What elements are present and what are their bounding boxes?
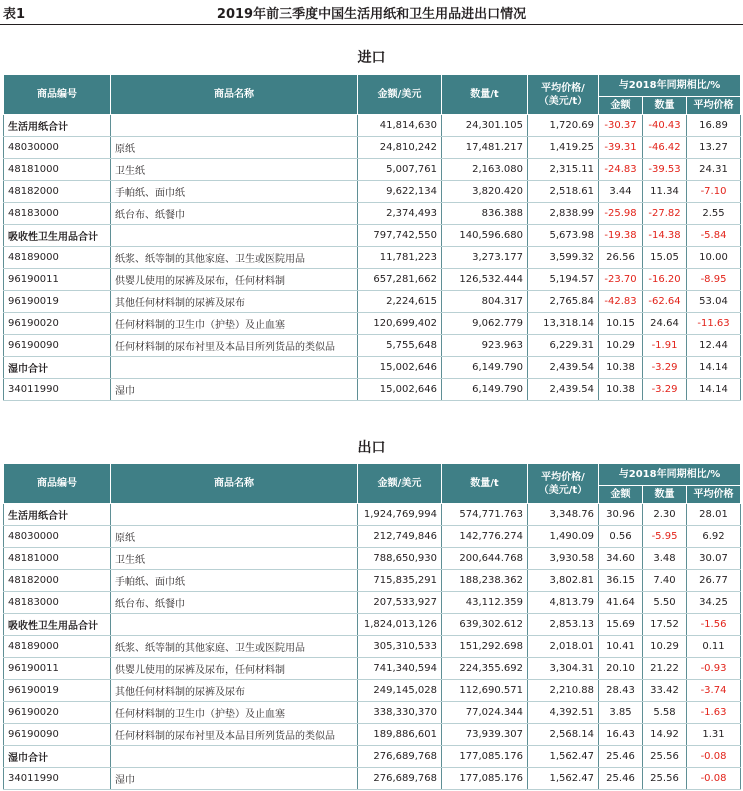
cell-avg-price: 2,439.54 — [528, 379, 599, 401]
cell-avg-price: 3,599.32 — [528, 247, 599, 269]
cell-yoy-price: 34.25 — [687, 592, 741, 614]
cell-amount: 15,002,646 — [358, 379, 442, 401]
cell-name: 纸浆、纸等制的其他家庭、卫生或医院用品 — [111, 636, 358, 658]
cell-amount: 5,755,648 — [358, 335, 442, 357]
cell-code: 湿巾合计 — [4, 357, 111, 379]
cell-amount: 797,742,550 — [358, 225, 442, 247]
cell-avg-price: 2,838.99 — [528, 203, 599, 225]
cell-avg-price: 1,720.69 — [528, 115, 599, 137]
table-row — [4, 379, 741, 401]
col-header-yoy-price: 平均价格 — [687, 97, 741, 115]
table-row — [4, 335, 741, 357]
cell-code: 96190019 — [4, 291, 111, 313]
cell-yoy-amount: 20.10 — [599, 658, 643, 680]
cell-amount: 2,224,615 — [358, 291, 442, 313]
cell-name: 湿巾 — [111, 379, 358, 401]
cell-code: 吸收性卫生用品合计 — [4, 225, 111, 247]
cell-quantity: 2,163.080 — [442, 159, 528, 181]
cell-name — [111, 225, 358, 247]
cell-yoy-quantity: -1.91 — [643, 335, 687, 357]
cell-quantity: 224,355.692 — [442, 658, 528, 680]
cell-code: 48183000 — [4, 592, 111, 614]
cell-name — [111, 746, 358, 768]
cell-amount: 1,824,013,126 — [358, 614, 442, 636]
subtotal-row — [4, 225, 741, 247]
cell-yoy-amount: 10.41 — [599, 636, 643, 658]
cell-yoy-amount: -23.70 — [599, 269, 643, 291]
cell-yoy-price: 16.89 — [687, 115, 741, 137]
cell-yoy-quantity: 5.58 — [643, 702, 687, 724]
cell-yoy-price: 53.04 — [687, 291, 741, 313]
cell-amount: 207,533,927 — [358, 592, 442, 614]
cell-amount: 249,145,028 — [358, 680, 442, 702]
cell-name: 纸台布、纸餐巾 — [111, 592, 358, 614]
cell-yoy-amount: -19.38 — [599, 225, 643, 247]
cell-avg-price: 1,562.47 — [528, 768, 599, 790]
cell-yoy-quantity: 3.48 — [643, 548, 687, 570]
cell-yoy-quantity: -40.43 — [643, 115, 687, 137]
cell-yoy-amount: 30.96 — [599, 504, 643, 526]
avg-price-line2: （美元/t） — [538, 95, 588, 107]
cell-yoy-quantity: -14.38 — [643, 225, 687, 247]
cell-yoy-amount: 10.15 — [599, 313, 643, 335]
cell-name: 卫生纸 — [111, 548, 358, 570]
table-row — [4, 291, 741, 313]
col-header-avg-price — [528, 464, 599, 504]
cell-name: 手帕纸、面巾纸 — [111, 570, 358, 592]
cell-avg-price: 3,930.58 — [528, 548, 599, 570]
cell-yoy-quantity: -46.42 — [643, 137, 687, 159]
cell-avg-price: 3,802.81 — [528, 570, 599, 592]
col-header-yoy-price: 平均价格 — [687, 486, 741, 504]
subtotal-row — [4, 746, 741, 768]
cell-amount: 15,002,646 — [358, 357, 442, 379]
cell-code: 48189000 — [4, 247, 111, 269]
cell-yoy-quantity: 25.56 — [643, 768, 687, 790]
cell-name: 任何材料制的尿布衬里及本品目所列货品的类似品 — [111, 724, 358, 746]
cell-code: 48181000 — [4, 159, 111, 181]
table-row — [4, 702, 741, 724]
cell-yoy-price: 14.14 — [687, 379, 741, 401]
table-row — [4, 768, 741, 790]
cell-quantity: 639,302.612 — [442, 614, 528, 636]
cell-yoy-quantity: 21.22 — [643, 658, 687, 680]
subtotal-row — [4, 504, 741, 526]
cell-quantity: 73,939.307 — [442, 724, 528, 746]
cell-yoy-price: -7.10 — [687, 181, 741, 203]
cell-avg-price: 2,439.54 — [528, 357, 599, 379]
cell-yoy-amount: 26.56 — [599, 247, 643, 269]
cell-yoy-price: 30.07 — [687, 548, 741, 570]
cell-quantity: 77,024.344 — [442, 702, 528, 724]
cell-yoy-price: 2.55 — [687, 203, 741, 225]
cell-yoy-amount: -30.37 — [599, 115, 643, 137]
document-header — [0, 0, 743, 26]
cell-name — [111, 357, 358, 379]
cell-quantity: 140,596.680 — [442, 225, 528, 247]
cell-avg-price: 2,568.14 — [528, 724, 599, 746]
cell-yoy-price: 13.27 — [687, 137, 741, 159]
cell-code: 48030000 — [4, 526, 111, 548]
cell-quantity: 177,085.176 — [442, 768, 528, 790]
cell-yoy-quantity: 2.30 — [643, 504, 687, 526]
cell-yoy-price: -0.08 — [687, 768, 741, 790]
cell-avg-price: 5,673.98 — [528, 225, 599, 247]
cell-yoy-amount: 10.38 — [599, 357, 643, 379]
cell-code: 96190020 — [4, 313, 111, 335]
cell-amount: 788,650,930 — [358, 548, 442, 570]
cell-yoy-quantity: 14.92 — [643, 724, 687, 746]
col-header-yoy-quantity: 数量 — [643, 97, 687, 115]
cell-yoy-quantity: 11.34 — [643, 181, 687, 203]
table-row — [4, 658, 741, 680]
cell-amount: 189,886,601 — [358, 724, 442, 746]
col-header-quantity: 数量/t — [442, 75, 528, 115]
table-row — [4, 137, 741, 159]
cell-yoy-price: -8.95 — [687, 269, 741, 291]
col-header-yoy-amount: 金额 — [599, 97, 643, 115]
cell-yoy-amount: -24.83 — [599, 159, 643, 181]
cell-avg-price: 1,562.47 — [528, 746, 599, 768]
cell-yoy-price: -1.63 — [687, 702, 741, 724]
cell-quantity: 6,149.790 — [442, 379, 528, 401]
cell-yoy-quantity: 10.29 — [643, 636, 687, 658]
cell-yoy-amount: 25.46 — [599, 746, 643, 768]
cell-quantity: 142,776.274 — [442, 526, 528, 548]
cell-code: 48182000 — [4, 181, 111, 203]
cell-yoy-price: 28.01 — [687, 504, 741, 526]
cell-code: 96190011 — [4, 269, 111, 291]
cell-avg-price: 2,518.61 — [528, 181, 599, 203]
cell-yoy-amount: 3.44 — [599, 181, 643, 203]
cell-yoy-price: -5.84 — [687, 225, 741, 247]
cell-yoy-quantity: -16.20 — [643, 269, 687, 291]
cell-amount: 657,281,662 — [358, 269, 442, 291]
subtotal-row — [4, 614, 741, 636]
col-header-code: 商品编号 — [4, 75, 111, 115]
table-row — [4, 269, 741, 291]
cell-avg-price: 2,765.84 — [528, 291, 599, 313]
cell-code: 96190020 — [4, 702, 111, 724]
cell-code: 96190090 — [4, 724, 111, 746]
cell-quantity: 200,644.768 — [442, 548, 528, 570]
cell-name: 任何材料制的卫生巾（护垫）及止血塞 — [111, 702, 358, 724]
export-table — [3, 463, 741, 790]
cell-code: 34011990 — [4, 768, 111, 790]
cell-avg-price: 2,315.11 — [528, 159, 599, 181]
cell-quantity: 836.388 — [442, 203, 528, 225]
cell-amount: 715,835,291 — [358, 570, 442, 592]
cell-quantity: 112,690.571 — [442, 680, 528, 702]
col-header-code: 商品编号 — [4, 464, 111, 504]
col-header-yoy-group: 与2018年同期相比/% — [599, 464, 741, 486]
cell-yoy-quantity: 33.42 — [643, 680, 687, 702]
cell-quantity: 24,301.105 — [442, 115, 528, 137]
cell-amount: 741,340,594 — [358, 658, 442, 680]
table-row — [4, 570, 741, 592]
col-header-avg-price — [528, 75, 599, 115]
avg-price-line1: 平均价格/ — [541, 82, 585, 94]
export-section-title: 出口 — [357, 440, 386, 456]
cell-avg-price: 2,853.13 — [528, 614, 599, 636]
cell-name: 任何材料制的卫生巾（护垫）及止血塞 — [111, 313, 358, 335]
cell-yoy-quantity: -3.29 — [643, 357, 687, 379]
cell-name: 湿巾 — [111, 768, 358, 790]
table-row — [4, 526, 741, 548]
cell-quantity: 804.317 — [442, 291, 528, 313]
cell-yoy-quantity: 15.05 — [643, 247, 687, 269]
cell-amount: 120,699,402 — [358, 313, 442, 335]
cell-code: 96190019 — [4, 680, 111, 702]
cell-amount: 276,689,768 — [358, 746, 442, 768]
table-row — [4, 680, 741, 702]
cell-avg-price: 2,018.01 — [528, 636, 599, 658]
cell-name: 纸台布、纸餐巾 — [111, 203, 358, 225]
table-row — [4, 159, 741, 181]
cell-code: 生活用纸合计 — [4, 115, 111, 137]
cell-amount: 11,781,223 — [358, 247, 442, 269]
cell-avg-price: 4,392.51 — [528, 702, 599, 724]
cell-yoy-price: 26.77 — [687, 570, 741, 592]
cell-amount: 212,749,846 — [358, 526, 442, 548]
cell-avg-price: 3,348.76 — [528, 504, 599, 526]
cell-amount: 305,310,533 — [358, 636, 442, 658]
col-header-quantity: 数量/t — [442, 464, 528, 504]
table-row — [4, 724, 741, 746]
cell-name — [111, 614, 358, 636]
cell-yoy-quantity: 7.40 — [643, 570, 687, 592]
cell-quantity: 43,112.359 — [442, 592, 528, 614]
cell-name: 供婴儿使用的尿裤及尿布，任何材料制 — [111, 269, 358, 291]
title-rule — [0, 24, 743, 25]
cell-amount: 1,924,769,994 — [358, 504, 442, 526]
document-title: 2019年前三季度中国生活用纸和卫生用品进出口情况 — [216, 7, 527, 22]
cell-avg-price: 5,194.57 — [528, 269, 599, 291]
cell-name: 手帕纸、面巾纸 — [111, 181, 358, 203]
cell-yoy-quantity: 25.56 — [643, 746, 687, 768]
cell-quantity: 17,481.217 — [442, 137, 528, 159]
cell-yoy-amount: -39.31 — [599, 137, 643, 159]
cell-yoy-amount: 36.15 — [599, 570, 643, 592]
col-header-amount: 金额/美元 — [358, 464, 442, 504]
cell-yoy-quantity: 17.52 — [643, 614, 687, 636]
cell-avg-price: 13,318.14 — [528, 313, 599, 335]
cell-code: 生活用纸合计 — [4, 504, 111, 526]
cell-code: 34011990 — [4, 379, 111, 401]
col-header-yoy-quantity: 数量 — [643, 486, 687, 504]
cell-quantity: 188,238.362 — [442, 570, 528, 592]
cell-yoy-amount: 10.38 — [599, 379, 643, 401]
avg-price-line1: 平均价格/ — [541, 471, 585, 483]
cell-quantity: 126,532.444 — [442, 269, 528, 291]
cell-yoy-quantity: -27.82 — [643, 203, 687, 225]
cell-quantity: 923.963 — [442, 335, 528, 357]
cell-code: 96190090 — [4, 335, 111, 357]
cell-amount: 338,330,370 — [358, 702, 442, 724]
cell-quantity: 177,085.176 — [442, 746, 528, 768]
cell-yoy-price: 24.31 — [687, 159, 741, 181]
cell-yoy-price: -11.63 — [687, 313, 741, 335]
cell-yoy-amount: 10.29 — [599, 335, 643, 357]
cell-yoy-price: -0.08 — [687, 746, 741, 768]
col-header-name: 商品名称 — [111, 75, 358, 115]
cell-yoy-quantity: -3.29 — [643, 379, 687, 401]
cell-name: 纸浆、纸等制的其他家庭、卫生或医院用品 — [111, 247, 358, 269]
cell-name: 其他任何材料制的尿裤及尿布 — [111, 680, 358, 702]
subtotal-row — [4, 357, 741, 379]
cell-amount: 9,622,134 — [358, 181, 442, 203]
cell-avg-price: 2,210.88 — [528, 680, 599, 702]
table-row — [4, 548, 741, 570]
cell-code: 湿巾合计 — [4, 746, 111, 768]
cell-amount: 5,007,761 — [358, 159, 442, 181]
cell-yoy-amount: 28.43 — [599, 680, 643, 702]
cell-yoy-amount: 25.46 — [599, 768, 643, 790]
cell-amount: 24,810,242 — [358, 137, 442, 159]
cell-yoy-price: 14.14 — [687, 357, 741, 379]
cell-yoy-amount: 34.60 — [599, 548, 643, 570]
cell-avg-price: 1,419.25 — [528, 137, 599, 159]
cell-code: 48030000 — [4, 137, 111, 159]
cell-quantity: 3,273.177 — [442, 247, 528, 269]
cell-yoy-quantity: -5.95 — [643, 526, 687, 548]
cell-avg-price: 6,229.31 — [528, 335, 599, 357]
cell-yoy-price: -1.56 — [687, 614, 741, 636]
cell-quantity: 151,292.698 — [442, 636, 528, 658]
cell-yoy-quantity: 5.50 — [643, 592, 687, 614]
cell-amount: 2,374,493 — [358, 203, 442, 225]
cell-avg-price: 3,304.31 — [528, 658, 599, 680]
cell-quantity: 9,062.779 — [442, 313, 528, 335]
cell-yoy-quantity: -62.64 — [643, 291, 687, 313]
table-number: 表1 — [3, 7, 26, 22]
cell-yoy-price: 6.92 — [687, 526, 741, 548]
cell-quantity: 3,820.420 — [442, 181, 528, 203]
cell-yoy-amount: 16.43 — [599, 724, 643, 746]
cell-yoy-price: -3.74 — [687, 680, 741, 702]
col-header-yoy-group: 与2018年同期相比/% — [599, 75, 741, 97]
cell-code: 48182000 — [4, 570, 111, 592]
cell-code: 48189000 — [4, 636, 111, 658]
cell-code: 96190011 — [4, 658, 111, 680]
cell-quantity: 574,771.763 — [442, 504, 528, 526]
col-header-name: 商品名称 — [111, 464, 358, 504]
cell-name: 其他任何材料制的尿裤及尿布 — [111, 291, 358, 313]
cell-avg-price: 4,813.79 — [528, 592, 599, 614]
cell-yoy-price: 1.31 — [687, 724, 741, 746]
cell-name: 任何材料制的尿布衬里及本品目所列货品的类似品 — [111, 335, 358, 357]
cell-yoy-price: -0.93 — [687, 658, 741, 680]
cell-yoy-amount: -25.98 — [599, 203, 643, 225]
cell-name: 原纸 — [111, 526, 358, 548]
cell-yoy-amount: 41.64 — [599, 592, 643, 614]
cell-yoy-amount: 0.56 — [599, 526, 643, 548]
cell-name — [111, 504, 358, 526]
cell-yoy-price: 10.00 — [687, 247, 741, 269]
table-row — [4, 636, 741, 658]
col-header-amount: 金额/美元 — [358, 75, 442, 115]
cell-name: 供婴儿使用的尿裤及尿布，任何材料制 — [111, 658, 358, 680]
col-header-yoy-amount: 金额 — [599, 486, 643, 504]
cell-quantity: 6,149.790 — [442, 357, 528, 379]
cell-yoy-quantity: -39.53 — [643, 159, 687, 181]
cell-code: 48183000 — [4, 203, 111, 225]
cell-yoy-amount: 15.69 — [599, 614, 643, 636]
cell-name: 卫生纸 — [111, 159, 358, 181]
cell-yoy-amount: -42.83 — [599, 291, 643, 313]
cell-yoy-quantity: 24.64 — [643, 313, 687, 335]
table-row — [4, 181, 741, 203]
table-row — [4, 203, 741, 225]
cell-code: 吸收性卫生用品合计 — [4, 614, 111, 636]
subtotal-row — [4, 115, 741, 137]
cell-yoy-amount: 3.85 — [599, 702, 643, 724]
cell-code: 48181000 — [4, 548, 111, 570]
cell-amount: 276,689,768 — [358, 768, 442, 790]
table-row — [4, 247, 741, 269]
table-row — [4, 313, 741, 335]
table-row — [4, 592, 741, 614]
import-table — [3, 74, 741, 401]
cell-yoy-price: 0.11 — [687, 636, 741, 658]
cell-avg-price: 1,490.09 — [528, 526, 599, 548]
cell-name — [111, 115, 358, 137]
cell-yoy-price: 12.44 — [687, 335, 741, 357]
avg-price-line2: （美元/t） — [538, 484, 588, 496]
import-section-title: 进口 — [357, 50, 386, 66]
cell-name: 原纸 — [111, 137, 358, 159]
cell-amount: 41,814,630 — [358, 115, 442, 137]
